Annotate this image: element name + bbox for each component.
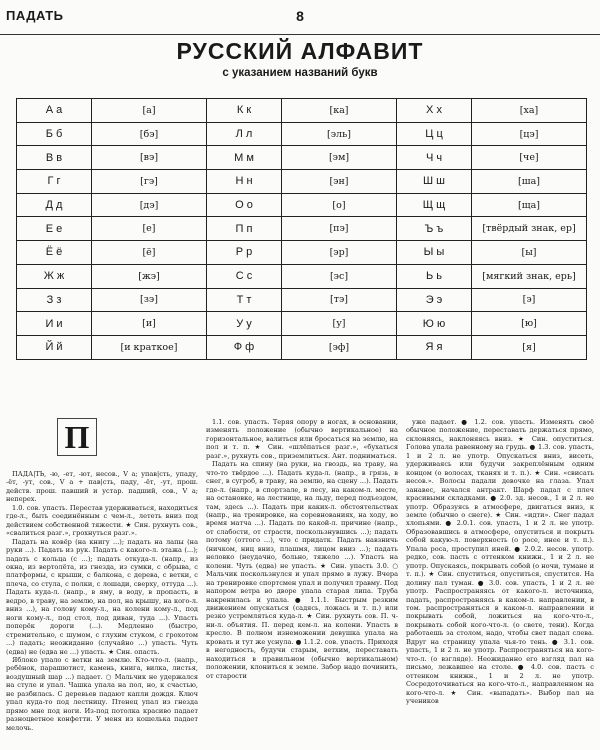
section-initial-letter: П [57, 418, 97, 456]
alphabet-letter: Я я [397, 335, 472, 359]
alphabet-letter: Ж ж [17, 264, 92, 288]
running-head-word: ПАДАТЬ [6, 8, 64, 23]
alphabet-letter: Р р [207, 241, 282, 265]
alphabet-letter-name: [и краткое] [92, 335, 207, 359]
alphabet-letter-name: [цэ] [472, 122, 587, 146]
alphabet-letter-name: [ша] [472, 170, 587, 194]
alphabet-letter: М м [207, 146, 282, 170]
alphabet-letter: Д д [17, 193, 92, 217]
entry-paragraph: ПАДА|ТЬ, -ю, -ет, -ют, несов., V а; упав|сть, упаду, -ёт, -ут, сов., V а + пав|сть, паду, -ёт, -ут, прош. действ. прош. павший и устар. падший, сов., V а; неперех. [6, 470, 198, 504]
alphabet-letter: Ь ь [397, 264, 472, 288]
alphabet-letter-name: [гэ] [92, 170, 207, 194]
alphabet-row [17, 99, 587, 123]
alphabet-letter-name: [а] [92, 99, 207, 123]
alphabet-letter: Т т [207, 288, 282, 312]
alphabet-letter-name: [эс] [282, 264, 397, 288]
alphabet-letter-name: [эм] [282, 146, 397, 170]
alphabet-letter: Х х [397, 99, 472, 123]
alphabet-letter-name: [вэ] [92, 146, 207, 170]
alphabet-letter: П п [207, 217, 282, 241]
alphabet-letter: Э э [397, 288, 472, 312]
alphabet-letter: Л л [207, 122, 282, 146]
dictionary-column-3 [406, 418, 594, 746]
alphabet-letter: Г г [17, 170, 92, 194]
alphabet-letter-name: [пэ] [282, 217, 397, 241]
alphabet-letter-name: [эн] [282, 170, 397, 194]
alphabet-letter-name: [тэ] [282, 288, 397, 312]
alphabet-letter: В в [17, 146, 92, 170]
alphabet-letter: Н н [207, 170, 282, 194]
entry-paragraph: Яблоко упало с ветки на землю. Кто-что-л. (напр., ребёнок, парашютист, камень, книга, вилка, листья, воздушный шар ...) падает. ○ Мальчик не удержался на стуле и упал. Чашка упала на пол, но, к счастью, не разбилась. С деревьев падают капли дождя. Ключ упал куда-то под лестницу. Птенец упал из гнезда прямо мне под ноги. Из-под потолка красиво падает разноцветное конфетти. У меня из кошелька падает мелочь. [6, 655, 198, 732]
alphabet-letter: О о [207, 193, 282, 217]
alphabet-letter: З з [17, 288, 92, 312]
alphabet-letter-name: [ё] [92, 241, 207, 265]
alphabet-letter: Ц ц [397, 122, 472, 146]
alphabet-letter: Щ щ [397, 193, 472, 217]
page-header [0, 0, 600, 35]
page-subtitle: с указанием названий букв [222, 67, 378, 79]
alphabet-letter: Б б [17, 122, 92, 146]
alphabet-letter-name: [зэ] [92, 288, 207, 312]
alphabet-row [17, 335, 587, 359]
dictionary-column-2 [206, 418, 398, 746]
alphabet-letter-name: [эф] [282, 335, 397, 359]
alphabet-row [17, 193, 587, 217]
alphabet-letter-name: [и] [92, 312, 207, 336]
alphabet-letter: Е е [17, 217, 92, 241]
entry-paragraph: Падать на ковёр (на книгу ...); падать на лапы (на руки ...). Падать из рук. Падать с какого-л. этажа (...); падать с кольца (с ...); падать откуда-л. (напр., из окна, из вертолёта, из гнезда, из сумки, с обрыва, с платформы, с крыши, с балкона, с дерева, с ветки, с плеча, со стула, с полки, с лошади, сверху, оттуда ...). Падать куда-л. (напр., в яму, в воду, в пропасть, в ведро, в траву, на землю, на пол, на крышу, на кого-л. вниз ...), на голову кому-л., на колени кому-л., под ноги кому-л., под стол, под диван, туда ...). Упасть поперёк дороги (...). Медленно (быстро, стремительно, с шумом, с глухим стуком, с грохотом ...) падать; неожиданно (случайно ...) упасть. Чуть (едва) не (едва не ...) упасть. ★ Син. опасть. [6, 537, 198, 656]
entry-paragraph: уже падает. ● 1.2. сов. упасть. Изменять своё обычное положение, переставать держаться прямо, склоняясь, наклоняясь вниз. ★ Син. опуститься. Голова упала равенному на грудь. ● 1.3. сов. упасть, 1 и 2 л. не употр. Опускаться вниз, висеть, удерживаясь или будучи закреплённым одним концом (о волосах, тканях и т. п.). ★ Син. «свисать несов.». Волосы падали девочке на глаза. Упал занавес, начался антракт. Шарф падал с плеч красивыми складками. ● 2.0. зд. несов., 1 и 2 л. не употр. Образуясь в атмосфере, двигаться вниз, к земле (обычно о снеге). ★ Син. «идти». Снег падал хлопьями. ● 2.0.1. сов. упасть, 1 и 2 л. не употр. Образовавшись в атмосфере, опуститься и покрыть собой какую-л. поверхность (о росе, инее и т. п.). Упала роса, проступил иней. ● 2.0.2. несов. употр. редко, сов. пасть с оттенком книжн., 1 и 2 л. не употр. Опускаясь, покрывать собой (о ночи, тумане и т. п.). ★ Син. спуститься, опуститься, спустится. На долину пал туман. ● 3.0. сов. упасть, 1 и 2 л. не употр. Распространяясь от какого-л. источника, падать, распространяясь в каком-л. направлении, в том. распространяться в каком-л. направлении и покрывать собой, ложиться на кого-что-л., покрывать собой кого-что-л. (о свете, тени). Когда работаешь за столом, надо, чтобы свет падал слева. Вдруг на страницу упала чья-то тень. ● 3.1. сов. упасть, 1 и 2 л. не употр. Распространяться на кого-что-л. (о взгляде). Неожиданно его взгляд пал на письмо, лежавшее на столе. ● 4.0. сов. пасть с оттенком книжн., 1 и 2 л. не употр. Сосредоточиваться на кого-что-л., направленном на кого-что-л. ★ Син. «выпадать». Выбор пал на учеников [406, 418, 594, 705]
alphabet-letter: И и [17, 312, 92, 336]
page-title: РУССКИЙ АЛФАВИТ [176, 38, 424, 64]
alphabet-letter-name: [ка] [282, 99, 397, 123]
alphabet-row [17, 217, 587, 241]
alphabet-letter: Ё ё [17, 241, 92, 265]
alphabet-letter-name: [мягкий знак, ерь] [472, 264, 587, 288]
alphabet-row [17, 264, 587, 288]
alphabet-letter-name: [э] [472, 288, 587, 312]
alphabet-letter-name: [ы] [472, 241, 587, 265]
alphabet-letter: Ы ы [397, 241, 472, 265]
entry-paragraph: Падать на спину (на руки, на гвоздь, на траву, на что-то твёрдое ...). Падать куда-л. (напр., в грязь, в снег, в сугроб, в траву, на землю, на сцену ...). Падать где-л. (напр., в спортзале, в лесу, на каком-л. месте, на остановке, на лестнице, на льду, перед подъездом, там, здесь ...). Падать при каких-л. обстоятельствах (напр., на тренировке, на соревнованиях, на ходу, во время матча ...). Падать по какой-л. причине (напр., от слабости, от страсти, поскользнувшись ...); падать потому (оттого ...), что с придатк. Падать навзничь (ничком, ниц вниз, плашмя, лицом вниз ...); падать неловко (неудачно, больно, тяжело ...). Упасть на колени. Чуть (едва) не упасть. ★ Син. упасть 3.0. ○ Мальчик поскользнулся и упал прямо в лужу. Вчера на тренировке спортсмен упал и получил травму. Под напором ветра во дворе упала старая липа. Труба накренилась и упала. ● 1.1.1. Быстрым резким движением опускаться (садясь, ложась и т. п.) или резко устремляться куда-л. ★ Син. рухнуть сов. П. ч-ни-л. объятия. П. перед кем-л. на колени. Упасть в кресло. В полном изнеможении девушка упала на кровать и тут же уснула. ● 1.1.2. сов. упасть. Приходя в негодность, будучи старым, ветхим, переставать находиться в правильном (обычно вертикальном) положении, клониться к земле. Забор надо починить, от старости [206, 460, 398, 680]
alphabet-letter: Ч ч [397, 146, 472, 170]
alphabet-letter: У у [207, 312, 282, 336]
alphabet-letter-name: [дэ] [92, 193, 207, 217]
entry-paragraph: 1.1. сов. упасть. Теряя опору в ногах, в основании, изменять положение (обычно вертикальное) на горизонтальное, валиться или бросаться на землю, на пол и т. п. ★ Син. «шлёпаться разг.», «бухаться разг.», рухнуть сов., приземлиться. Ант. подниматься. [206, 418, 398, 460]
alphabet-letter-name: [бэ] [92, 122, 207, 146]
alphabet-letter: Ш ш [397, 170, 472, 194]
alphabet-letter-name: [у] [282, 312, 397, 336]
alphabet-row [17, 241, 587, 265]
alphabet-row [17, 170, 587, 194]
alphabet-letter-name: [эль] [282, 122, 397, 146]
page-number: 8 [296, 8, 304, 24]
alphabet-letter-name: [ю] [472, 312, 587, 336]
alphabet-letter-name: [о] [282, 193, 397, 217]
alphabet-letter-name: [эр] [282, 241, 397, 265]
alphabet-letter: С с [207, 264, 282, 288]
alphabet-letter-name: [ха] [472, 99, 587, 123]
alphabet-letter: Ю ю [397, 312, 472, 336]
alphabet-letter-name: [е] [92, 217, 207, 241]
alphabet-table [16, 98, 587, 360]
alphabet-letter: К к [207, 99, 282, 123]
alphabet-letter-name: [твёрдый знак, ер] [472, 217, 587, 241]
alphabet-row [17, 146, 587, 170]
alphabet-letter-name: [че] [472, 146, 587, 170]
dictionary-column-1 [6, 470, 198, 746]
alphabet-letter: Ф ф [207, 335, 282, 359]
alphabet-letter-name: [ща] [472, 193, 587, 217]
alphabet-letter: А а [17, 99, 92, 123]
alphabet-letter-name: [жэ] [92, 264, 207, 288]
alphabet-row [17, 312, 587, 336]
alphabet-row [17, 288, 587, 312]
alphabet-letter: Ъ ъ [397, 217, 472, 241]
alphabet-letter: Й й [17, 335, 92, 359]
alphabet-letter-name: [я] [472, 335, 587, 359]
entry-paragraph: 1.0. сов. упасть. Перестав удерживаться, находиться где-л., быть соединённым с чем-л., лететь вниз под действием собственной тяжести. ★ Син. рухнуть сов., «свалиться разг.», грохнуться разг.». [6, 503, 198, 538]
alphabet-row [17, 122, 587, 146]
